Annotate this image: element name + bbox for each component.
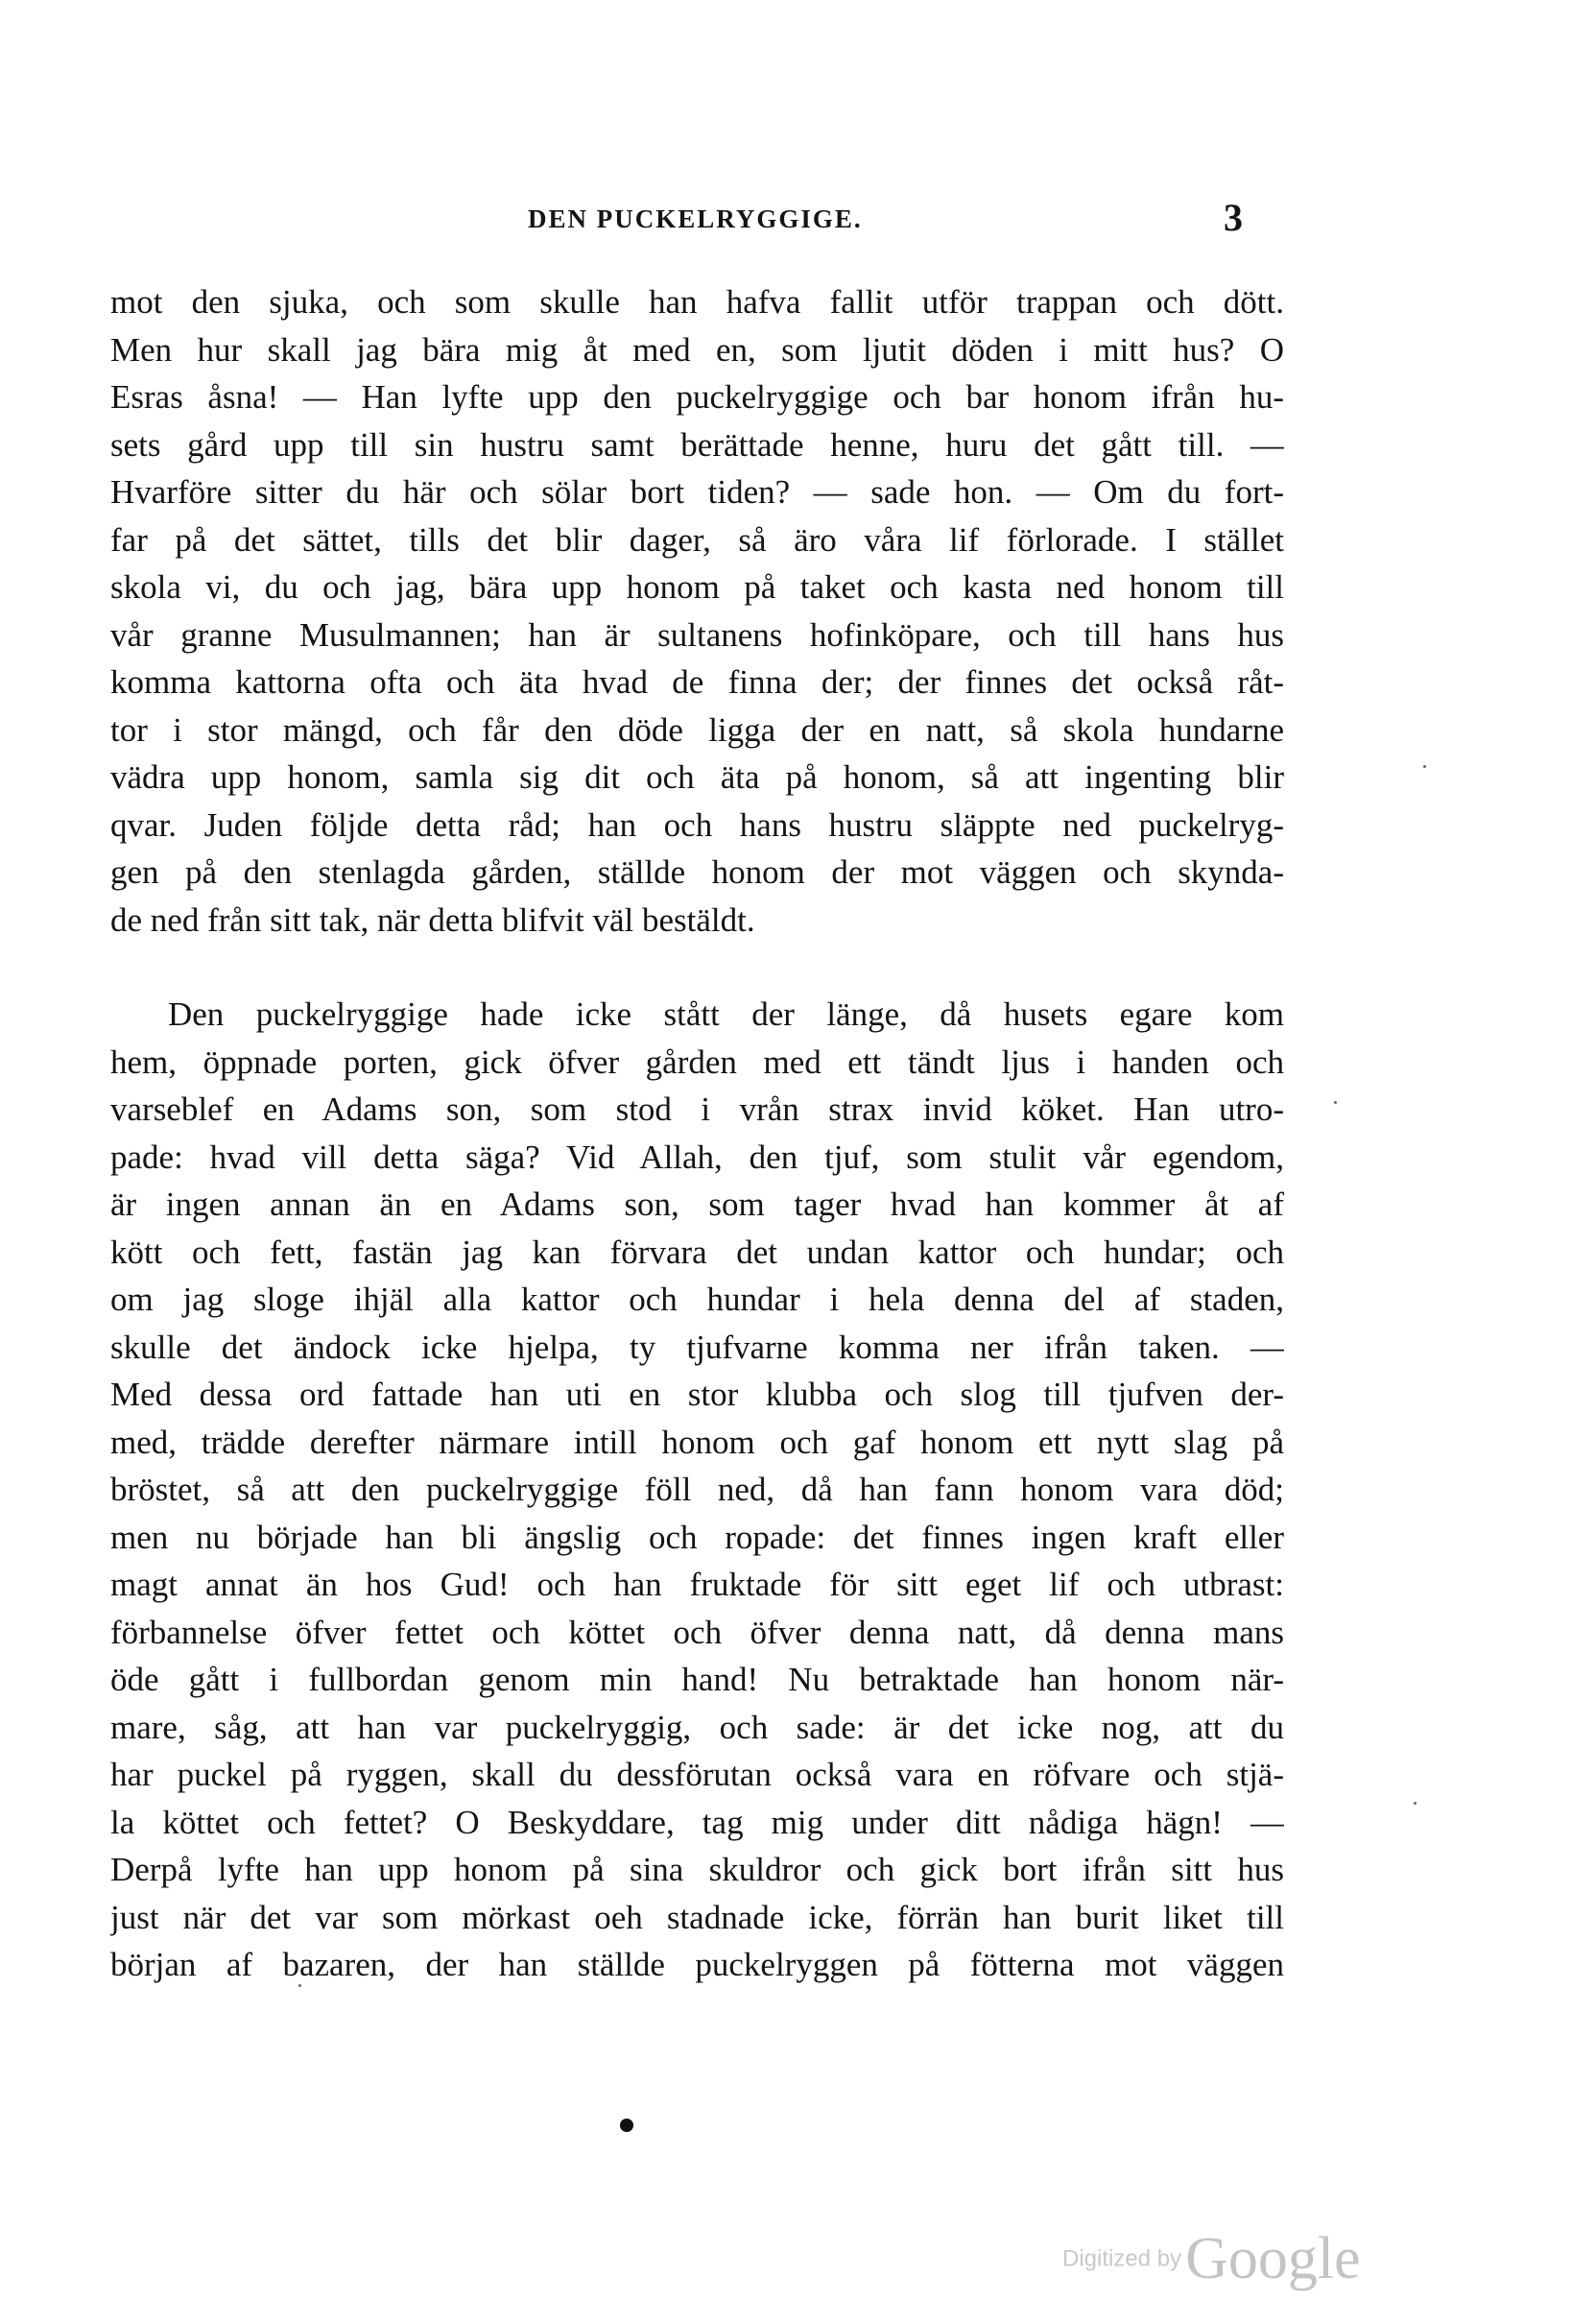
paper-speck	[298, 1984, 301, 1987]
text-line: just när det var som mörkast oeh stadnade icke, förrän han burit liket till	[110, 1898, 1284, 1936]
text-line: Den puckelryggige hade icke stått der länge, då husets egare kom	[168, 995, 1284, 1033]
watermark-prefix: Digitized by	[1062, 2245, 1182, 2272]
page-number: 3	[1224, 196, 1243, 239]
printers-dot-icon	[620, 2119, 633, 2132]
text-line: mare, såg, att han var puckelryggig, och sade: är det icke nog, att du	[110, 1708, 1284, 1746]
running-head	[110, 195, 1243, 243]
paper-speck	[1334, 1101, 1337, 1104]
text-line: öde gått i fullbordan genom min hand! Nu betraktade han honom när-	[110, 1661, 1284, 1698]
text-line: de ned från sitt tak, när detta blifvit väl bestäldt.	[110, 900, 755, 939]
text-line: början af bazaren, der han ställde puckelryggen på fötterna mot väggen	[110, 1946, 1284, 1983]
paper-speck	[1414, 1802, 1416, 1805]
text-line: gen på den stenlagda gården, ställde honom der mot väggen och skynda-	[110, 853, 1284, 891]
text-line: Men hur skall jag bära mig åt med en, som ljutit döden i mitt hus? O	[110, 330, 1284, 369]
text-line: Hvarföre sitter du här och sölar bort tiden? — sade hon. — Om du fort-	[110, 473, 1284, 511]
text-line: om jag sloge ihjäl alla kattor och hundar i hela denna del af staden,	[110, 1281, 1284, 1318]
text-line: med, trädde derefter närmare intill honom och gaf honom ett nytt slag på	[110, 1423, 1284, 1461]
text-line: förbannelse öfver fettet och köttet och öfver denna natt, då denna mans	[110, 1613, 1284, 1651]
text-line: varseblef en Adams son, som stod i vrån strax invid köket. Han utro-	[110, 1090, 1284, 1128]
text-line: qvar. Juden följde detta råd; han och hans hustru släppte ned puckelryg-	[110, 805, 1284, 844]
text-line: skulle det ändock icke hjelpa, ty tjufvarne komma ner ifrån taken. —	[110, 1328, 1284, 1366]
paper-speck	[1423, 765, 1426, 768]
text-line: komma kattorna ofta och äta hvad de finna der; der finnes det också råt-	[110, 663, 1284, 701]
text-line: pade: hvad vill detta säga? Vid Allah, den tjuf, som stulit vår egendom,	[110, 1138, 1284, 1176]
text-line: magt annat än hos Gud! och han fruktade för sitt eget lif och utbrast:	[110, 1566, 1284, 1603]
text-line: är ingen annan än en Adams son, som tager hvad han kommer åt af	[110, 1186, 1284, 1223]
watermark-brand: Google	[1185, 2226, 1361, 2291]
text-line: kött och fett, fastän jag kan förvara det undan kattor och hundar; och	[110, 1233, 1284, 1271]
text-line: mot den sjuka, och som skulle han hafva fallit utför trappan och dött.	[110, 283, 1284, 321]
text-line: skola vi, du och jag, bära upp honom på taket och kasta ned honom till	[110, 568, 1284, 606]
text-line: far på det sättet, tills det blir dager, så äro våra lif förlorade. I stället	[110, 520, 1284, 559]
text-line: har puckel på ryggen, skall du dessförutan också vara en röfvare och stjä-	[110, 1756, 1284, 1793]
text-line: vår granne Musulmannen; han är sultanens hofinköpare, och till hans hus	[110, 615, 1284, 654]
text-line: hem, öppnade porten, gick öfver gården med ett tändt ljus i handen och	[110, 1042, 1284, 1081]
text-line: bröstet, så att den puckelryggige föll ned, då han fann honom vara död;	[110, 1471, 1284, 1508]
text-line: Esras åsna! — Han lyfte upp den puckelryggige och bar honom ifrån hu-	[110, 378, 1284, 416]
text-line: men nu började han bli ängslig och ropade: det finnes ingen kraft eller	[110, 1518, 1284, 1556]
digitized-by-google-watermark	[1062, 2225, 1361, 2293]
text-line: Med dessa ord fattade han uti en stor klubba och slog till tjufven der-	[110, 1376, 1284, 1413]
text-line: tor i stor mängd, och får den döde ligga der en natt, så skola hundarne	[110, 710, 1284, 749]
text-line: sets gård upp till sin hustru samt berättade henne, huru det gått till. —	[110, 425, 1284, 464]
text-line: Derpå lyfte han upp honom på sina skuldror och gick bort ifrån sitt hus	[110, 1851, 1284, 1888]
text-line: vädra upp honom, samla sig dit och äta på honom, så att ingenting blir	[110, 758, 1284, 796]
text-line: la köttet och fettet? O Beskyddare, tag mig under ditt nådiga hägn! —	[110, 1803, 1284, 1841]
running-title: DEN PUCKELRYGGIGE.	[528, 204, 863, 233]
paragraph-2	[110, 991, 1284, 1989]
paragraph-1	[110, 278, 1284, 944]
